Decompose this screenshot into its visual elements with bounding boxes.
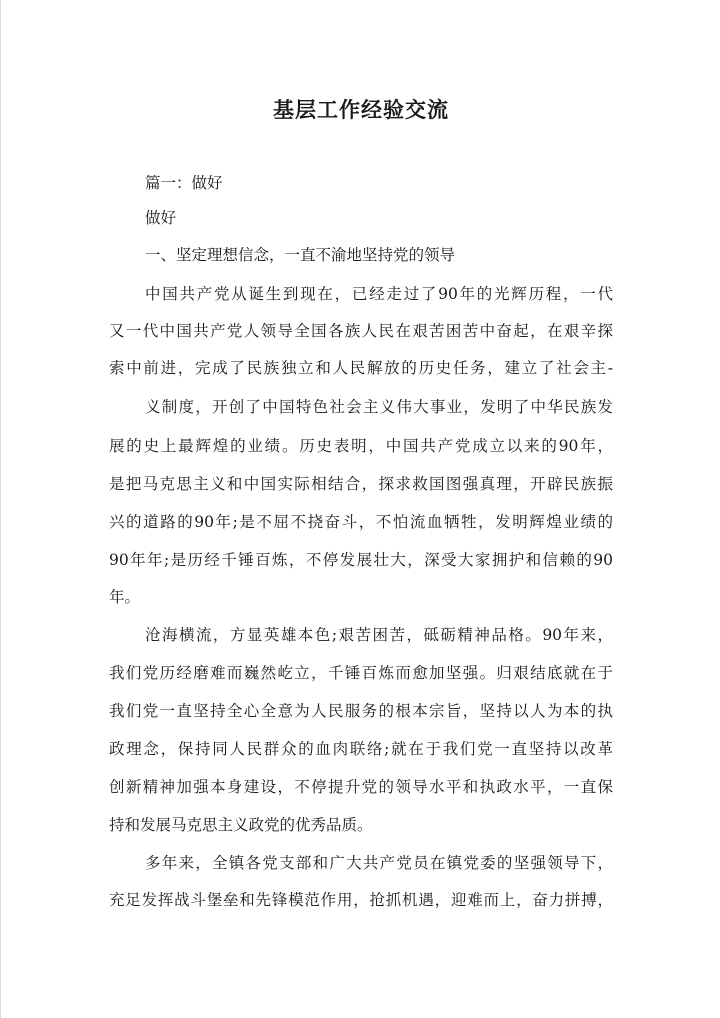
subheading: 做好 (145, 209, 177, 227)
paragraph-line: 创新精神加强本身建设，不停提升党的领导水平和执政水平，一直保 (109, 778, 613, 796)
paragraph-line: 沧海横流，方显英雄本色;艰苦困苦，砥砺精神品格。90年来， (145, 626, 613, 644)
paragraph-line: 义制度，开创了中国特色社会主义伟大事业，发明了中华民族发 (145, 398, 613, 416)
paragraph-line: 是把马克思主义和中国实际相结合，探求救国图强真理，开辟民族振 (109, 475, 613, 493)
paragraph-line: 90年年;是历经千锤百炼，不停发展壮大，深受大家拥护和信赖的90 (109, 551, 613, 569)
paragraph-line: 又一代中国共产党人领导全国各族人民在艰苦困苦中奋起，在艰辛探 (109, 322, 613, 340)
paragraph-line: 政理念，保持同人民群众的血肉联络;就在于我们党一直坚持以改革 (109, 740, 613, 758)
paragraph-line: 中国共产党从诞生到现在，已经走过了90年的光辉历程，一代 (145, 285, 613, 303)
paragraph-line: 我们党历经磨难而巍然屹立，千锤百炼而愈加坚强。归艰结底就在于 (109, 664, 613, 682)
section-heading: 篇一：做好 (145, 174, 223, 192)
paragraph-line: 持和发展马克思主义政党的优秀品质。 (109, 816, 373, 834)
paragraph-line: 多年来，全镇各党支部和广大共产党员在镇党委的坚强领导下， (145, 854, 613, 872)
paragraph-line: 年。 (109, 588, 141, 606)
paragraph-line: 索中前进，完成了民族独立和人民解放的历史任务，建立了社会主- (109, 359, 613, 377)
paragraph-line: 展的史上最辉煌的业绩。历史表明，中国共产党成立以来的90年， (109, 437, 613, 455)
document-title: 基层工作经验交流 (273, 97, 449, 122)
paragraph-line: 兴的道路的90年;是不屈不挠奋斗，不怕流血牺牲，发明辉煌业绩的 (109, 513, 613, 531)
paragraph-line: 我们党一直坚持全心全意为人民服务的根本宗旨，坚持以人为本的执 (109, 702, 613, 720)
paragraph-line: 充足发挥战斗堡垒和先锋模范作用，抢抓机遇，迎难而上，奋力拼搏， (109, 891, 613, 909)
section-point-heading: 一、坚定理想信念，一直不渝地坚持党的领导 (145, 246, 456, 264)
